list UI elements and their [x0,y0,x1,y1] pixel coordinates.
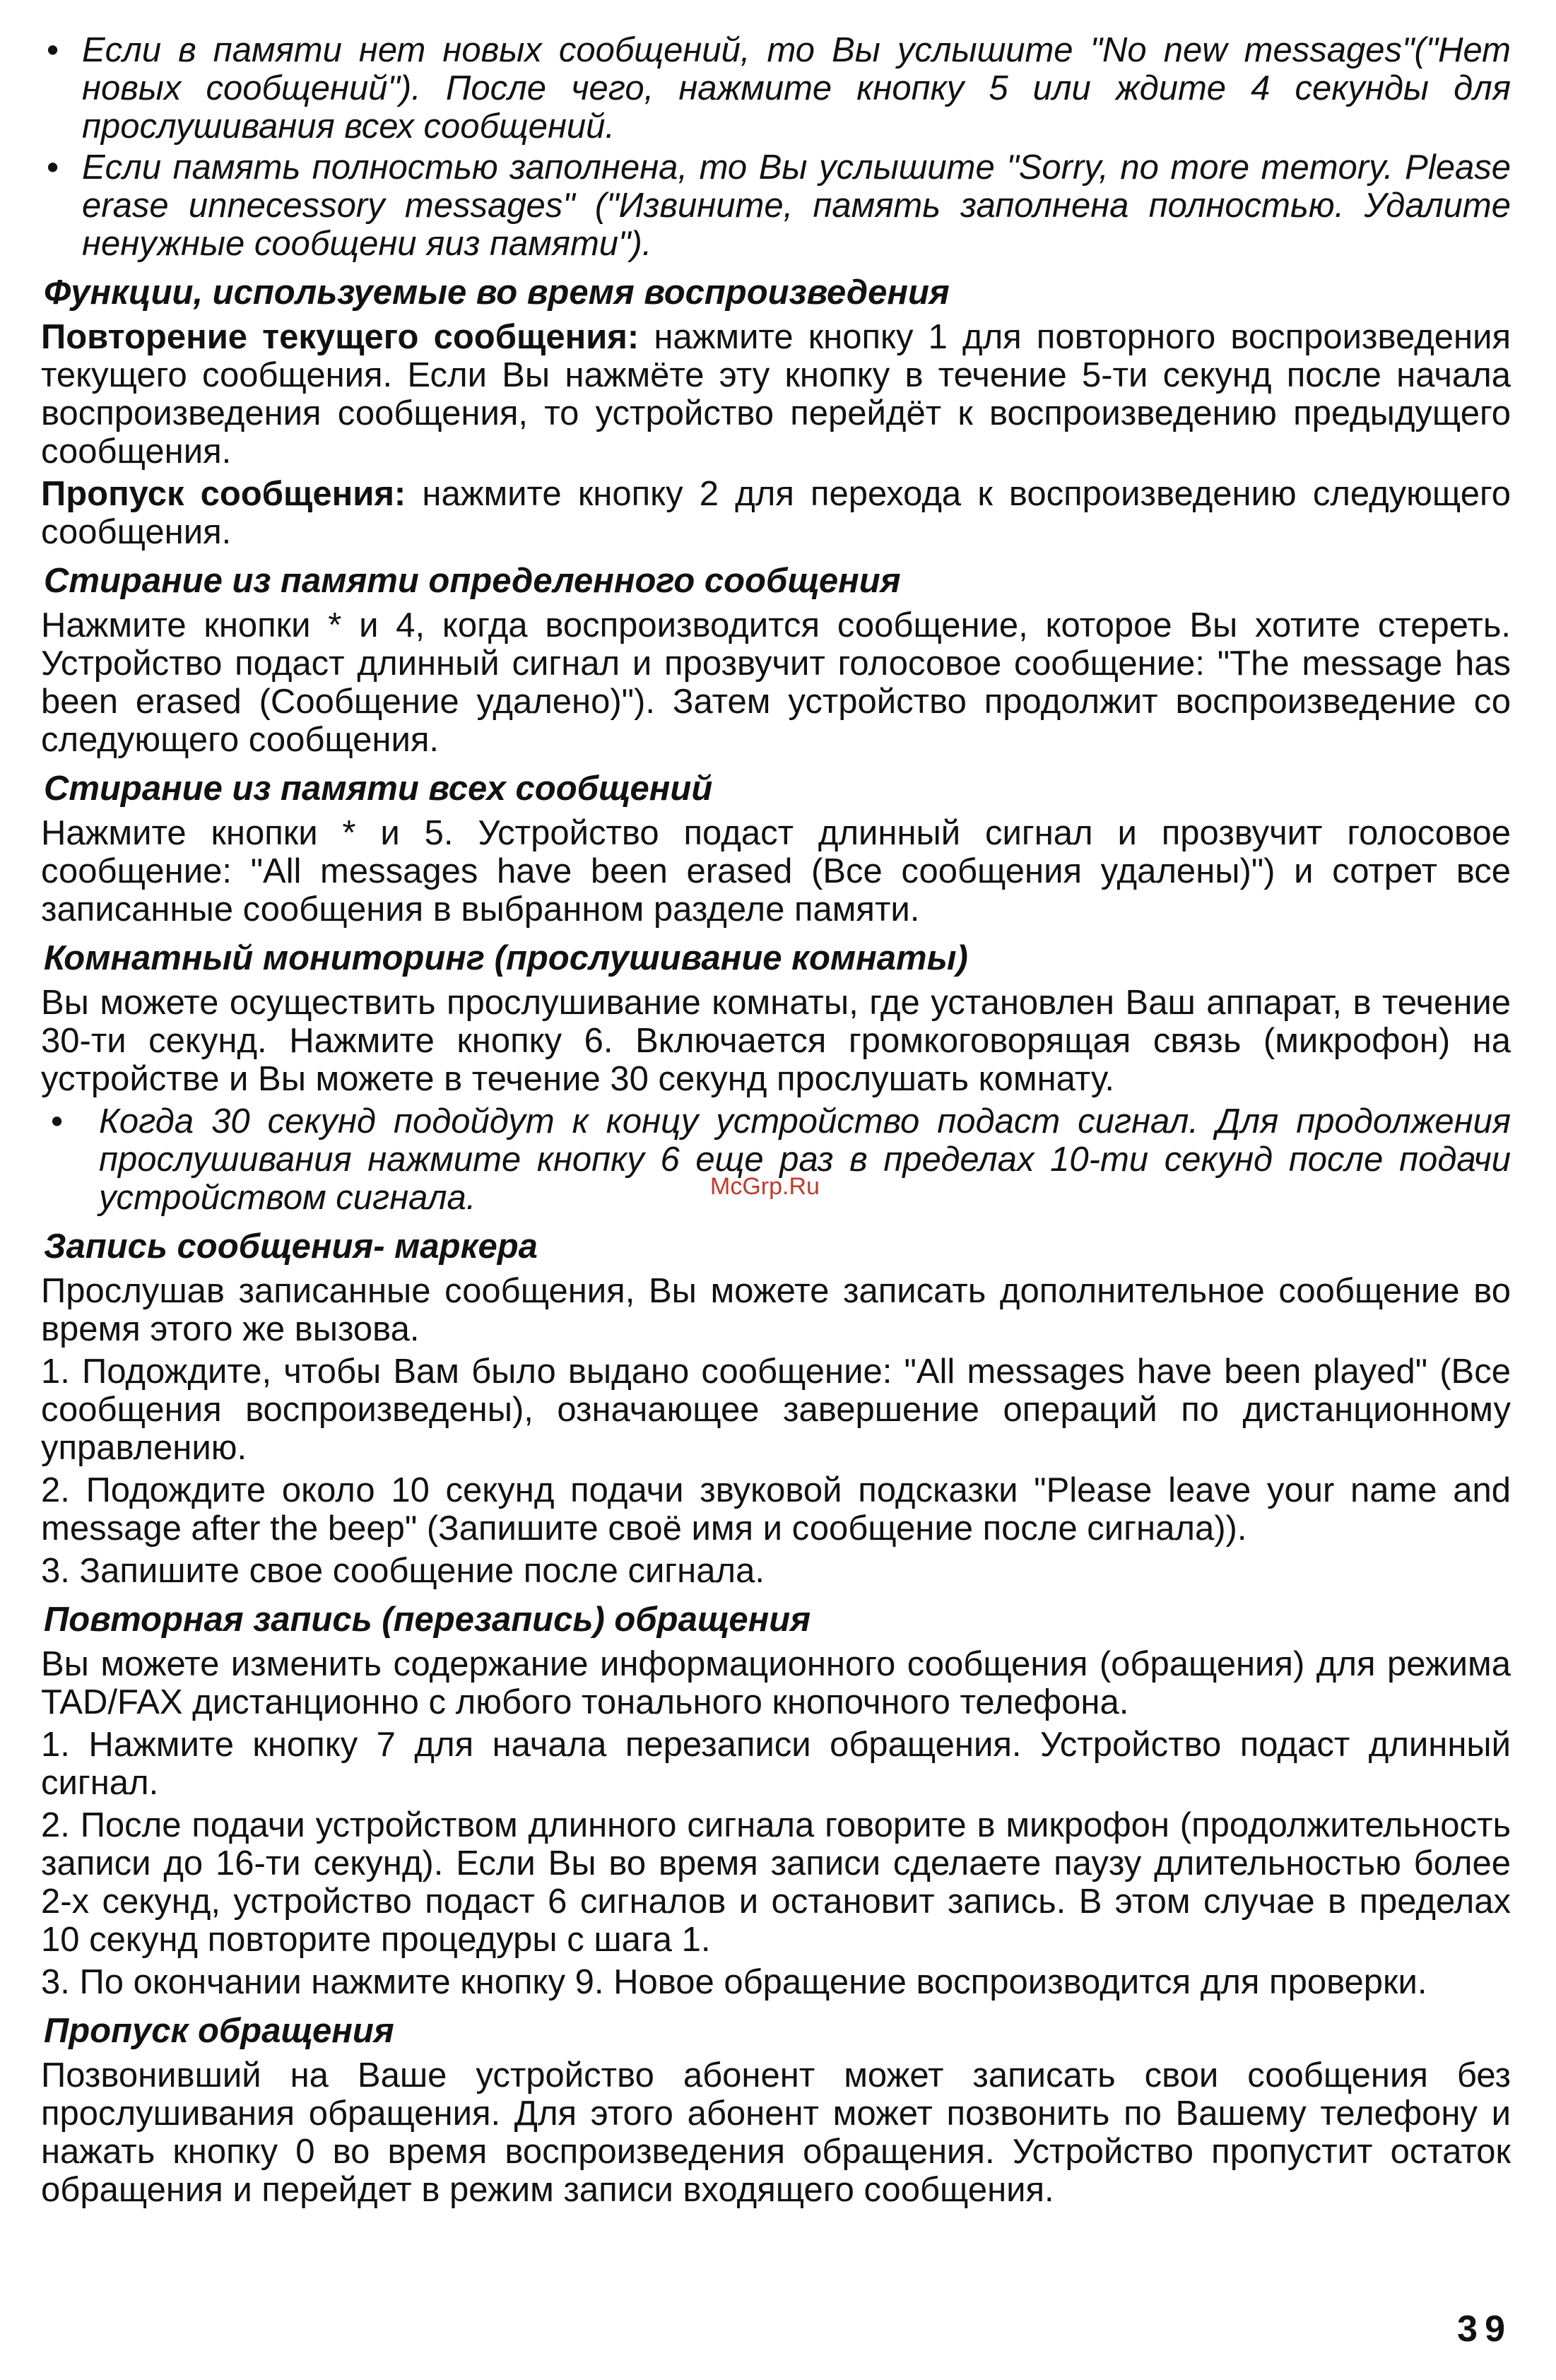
watermark-text: McGrp.Ru [710,1173,820,1200]
paragraph-repeat-message [41,318,1511,471]
section-heading-marker: Запись сообщения- маркера [44,1227,538,1266]
section-heading-rerecord: Повторная запись (перезапись) обращения [44,1601,811,1639]
section-heading-room-monitor: Комнатный мониторинг (прослушивание комнаты) [44,939,968,977]
rerecord-step-2: 2. После подачи устройством длинного сигнала говорите в микрофон (продолжительность записи до 16-ти секунд). Если Вы во время записи сделаете паузу длительностью более 2-х секунд, устройство подаст 6 сигналов и остановит запись. В этом случае в пределах 10 секунд повторите процедуры с шага 1. [41,1806,1511,1959]
section-heading-erase-one: Стирание из памяти определенного сообщения [44,562,901,600]
paragraph-skip-message [41,475,1511,551]
rerecord-step-1: 1. Нажмите кнопку 7 для начала перезаписи обращения. Устройство подаст длинный сигнал. [41,1726,1511,1802]
intro-bullet-list [41,31,1511,263]
page-number: 39 [1457,2309,1512,2350]
bullet-dot-icon: • [47,148,59,187]
paragraph-erase-all: Нажмите кнопки * и 5. Устройство подаст длинный сигнал и прозвучит голосовое сообщение: "All messages have been erased (Все сообщения удалены)") и сотрет все записанные сообщения в выбранном разделе памяти. [41,814,1511,929]
bullet-text: Когда 30 секунд подойдут к концу устройство подаст сигнал. Для продолжения прослушивания нажмите кнопку 6 еще раз в пределах 10-ти секунд после подачи устройством сигнала. [99,1102,1511,1217]
bullet-memory-full [41,148,1511,263]
text-repeat: нажмите кнопку 1 для повторного воспроизведения текущего сообщения. Если Вы нажмёте эту кнопку в течение 5-ти секунд после начала воспроизведения сообщения, то устройство перейдёт к воспроизведению предыдущего сообщения. [41,318,1511,471]
paragraph-skip-greeting: Позвонивший на Ваше устройство абонент может записать свои сообщения без прослушивания обращения. Для этого абонент может позвонить по Вашему телефону и нажать кнопку 0 во время воспроизведения обращения. Устройство пропустит остаток обращения и перейдет в режим записи входящего сообщения. [41,2056,1511,2209]
paragraph-marker: Прослушав записанные сообщения, Вы можете записать дополнительное сообщение во время этого же вызова. [41,1272,1511,1348]
marker-step-2: 2. Подождите около 10 секунд подачи звуковой подсказки "Please leave your name and message after the beep" (Запишите своё имя и сообщение после сигнала)). [41,1471,1511,1548]
section-heading-skip-greeting: Пропуск обращения [44,2012,394,2050]
section-heading-playback: Функции, используемые во время воспроизведения [44,273,950,312]
paragraph-rerecord: Вы можете изменить содержание информационного сообщения (обращения) для режима TAD/FAX дистанционно с любого тонального кнопочного телефона. [41,1645,1511,1721]
lead-skip: Пропуск сообщения: [41,475,406,513]
bullet-dot-icon: • [47,31,59,69]
marker-step-1: 1. Подождите, чтобы Вам было выдано сообщение: "All messages have been played" (Все сообщения воспроизведены), означающее завершение операций по дистанционному управлению. [41,1353,1511,1467]
text-skip: нажмите кнопку 2 для перехода к воспроизведению следующего сообщения. [41,475,1511,551]
bullet-text: Если память полностью заполнена, то Вы услышите "Sorry, no more memory. Please erase unnecessory messages" ("Извините, память заполнена полностью. Удалите ненужные сообщени яиз памяти"). [82,148,1511,263]
marker-step-3: 3. Запишите свое сообщение после сигнала. [41,1552,765,1590]
bullet-dot-icon: • [51,1102,64,1141]
lead-repeat: Повторение текущего сообщения: [41,318,640,356]
rerecord-step-3: 3. По окончании нажмите кнопку 9. Новое обращение воспроизводится для проверки. [41,1963,1427,2001]
paragraph-erase-one: Нажмите кнопки * и 4, когда воспроизводится сообщение, которое Вы хотите стереть. Устройство подаст длинный сигнал и прозвучит голосовое сообщение: "The message has been erased (Сообщение удалено)"). Затем устройство продолжит воспроизведение со следующего сообщения. [41,606,1511,759]
bullet-text: Если в памяти нет новых сообщений, то Вы услышите "No new messages"("Нет новых сообщений"). После чего, нажмите кнопку 5 или ждите 4 секунды для прослушивания всех сообщений. [82,31,1511,146]
bullet-no-new-messages [41,31,1511,146]
document-page [41,31,1511,2213]
paragraph-room-monitor: Вы можете осуществить прослушивание комнаты, где установлен Ваш аппарат, в течение 30-ти секунд. Нажмите кнопку 6. Включается громкоговорящая связь (микрофон) на устройстве и Вы можете в течение 30 секунд прослушать комнату. [41,984,1511,1098]
section-heading-erase-all: Стирание из памяти всех сообщений [44,770,713,808]
